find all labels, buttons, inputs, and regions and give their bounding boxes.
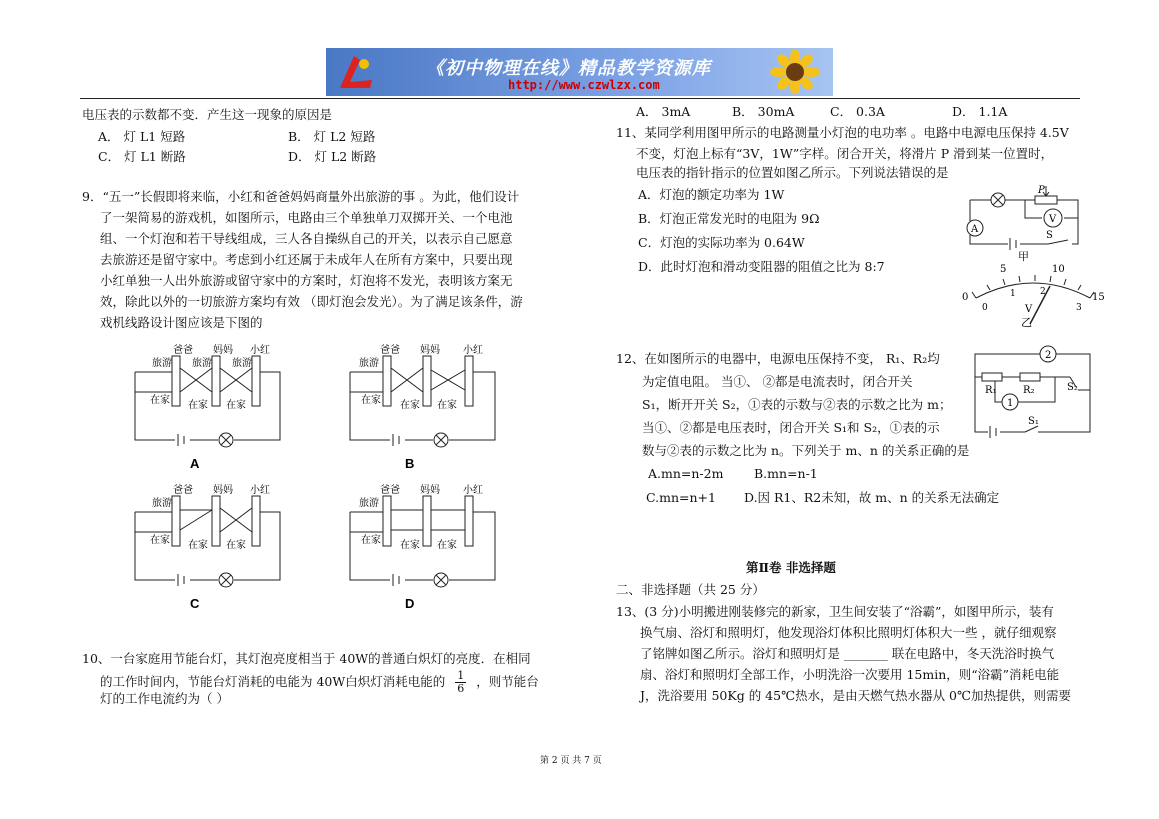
page-footer: 第 2 页 共 7 页	[540, 756, 602, 766]
label-v: V	[1025, 304, 1033, 315]
label-home: 在家	[226, 400, 246, 411]
q12-line: 为定值电阻。 当①、 ②都是电流表时，闭合开关	[642, 374, 913, 389]
header-rule	[80, 98, 1080, 99]
label-s2: S₂	[1067, 382, 1078, 393]
label-dad: 爸爸	[380, 485, 400, 496]
label-travel: 旅游	[232, 358, 252, 369]
q9-line: 小红单独一人出外旅游或留守家中的方案时，灯泡将不发光，表明该方案无	[100, 273, 513, 288]
label-home: 在家	[188, 540, 208, 551]
banner-title: 《初中物理在线》精品教学资源库	[426, 58, 711, 79]
label-r2: R₂	[1023, 385, 1035, 396]
sunflower-icon	[765, 50, 825, 94]
q11-line: 11、某同学利用图甲所示的电路测量小灯泡的电功率 。电路中电源电压保持 4.5V	[616, 125, 1069, 140]
circuit-c	[135, 483, 280, 611]
label-dad: 爸爸	[173, 345, 193, 356]
q9-line: 组、一个灯泡和若干导线组成，三人各自操纵自己的开关，以表示自己愿意	[100, 231, 513, 246]
label-r1: R₁	[985, 385, 997, 396]
label-b: B	[405, 456, 415, 471]
q10-text: 的工作时间内，节能台灯消耗的电能为 40W白炽灯消耗电能的	[100, 674, 446, 689]
label-home: 在家	[400, 540, 420, 551]
tick-bottom-2: 2	[1040, 287, 1046, 297]
q11-line: 不变，灯泡上标有“3V，1W”字样。闭合开关，将滑片 P 滑到某一位置时，	[636, 146, 1054, 161]
q10-line: 灯的工作电流约为（ ）	[100, 691, 229, 706]
label-p: P	[1038, 185, 1045, 196]
q11-figure-jia	[960, 182, 1085, 262]
q10-line: 10、一台家庭用节能台灯，其灯泡亮度相当于 40W的普通白炽灯的亮度．在相同	[82, 651, 531, 666]
q11-figure-yi-voltmeter	[958, 258, 1108, 330]
label-home: 在家	[361, 395, 381, 406]
label-red: 小红	[463, 345, 483, 356]
label-travel: 旅游	[359, 358, 379, 369]
q9-circuit-diagrams	[120, 340, 510, 615]
fraction-denominator: 6	[457, 682, 465, 695]
tick-bottom-3: 3	[1076, 303, 1082, 313]
q12-line: S₁，断开开关 S₂，①表的示数与②表的示数之比为 m；	[642, 397, 952, 412]
q11-line: 电压表的指针指示的位置如图乙所示。下列说法错误的是	[636, 165, 949, 180]
circuit-b	[350, 343, 495, 471]
label-travel: 旅游	[192, 358, 212, 369]
label-mom: 妈妈	[420, 345, 440, 356]
label-home: 在家	[400, 400, 420, 411]
circuit-d	[350, 483, 495, 611]
q13-line: 扇、浴灯和照明灯全部工作，小明洗浴一次要用 15min，则“浴霸”消耗电能	[640, 667, 1060, 682]
q9-text	[82, 188, 523, 332]
fraction-numerator: 1	[457, 669, 465, 682]
label-a: A	[971, 224, 979, 235]
tick-top-10: 10	[1052, 264, 1065, 275]
q10-option-b: B． 30mA	[732, 104, 795, 119]
rheostat-icon	[1035, 196, 1057, 204]
q12-circuit-figure	[960, 342, 1095, 440]
q11-option-d: D．此时灯泡和滑动变阻器的阻值之比为 8:7	[638, 259, 885, 274]
caption-jia: 甲	[1018, 250, 1029, 262]
q9-line: 了一架简易的游戏机，如图所示，电路由三个单独单刀双掷开关、一个电池	[100, 210, 513, 225]
tick-bottom-1: 1	[1010, 289, 1016, 299]
label-home: 在家	[150, 395, 170, 406]
label-s: S	[1046, 230, 1053, 241]
q8-option-d: D． 灯 L2 断路	[288, 149, 377, 164]
q11-option-b: B．灯泡正常发光时的电阻为 9Ω	[638, 211, 820, 226]
q11-option-a: A．灯泡的额定功率为 1W	[638, 187, 785, 202]
q12-option-a: A.mn=n-2m	[648, 466, 724, 481]
q11-option-c: C．灯泡的实际功率为 0.64W	[638, 235, 805, 250]
label-s1: S₁	[1028, 416, 1039, 427]
label-v: V	[1049, 214, 1057, 225]
label-mom: 妈妈	[213, 345, 233, 356]
q10-option-c: C． 0.3A	[830, 104, 885, 119]
label-red: 小红	[250, 345, 270, 356]
label-home: 在家	[437, 540, 457, 551]
label-a: A	[190, 456, 200, 471]
q10-text: ，则节能台	[476, 674, 539, 689]
header-banner	[326, 48, 833, 96]
label-dad: 爸爸	[380, 345, 400, 356]
label-mom: 妈妈	[213, 485, 233, 496]
tick-bottom-0: 0	[982, 303, 988, 313]
q12-option-d: D.因 R1、R2未知，故 m、n 的关系无法确定	[744, 490, 1000, 505]
tick-top-5: 5	[1000, 264, 1007, 275]
label-c: C	[190, 596, 200, 611]
label-home: 在家	[226, 540, 246, 551]
q12-line: 当①、②都是电压表时，闭合开关 S₁和 S₂，①表的示	[642, 420, 940, 435]
tick-top-15: 15	[1092, 292, 1105, 303]
label-travel: 旅游	[152, 358, 172, 369]
label-travel: 旅游	[359, 498, 379, 509]
q8-option-b: B． 灯 L2 短路	[288, 129, 376, 144]
label-dad: 爸爸	[173, 485, 193, 496]
q10-option-d: D． 1.1A	[952, 104, 1008, 119]
q9-line: 效，除此以外的一切旅游方案均有效 （即灯泡会发光）。为了满足该条件，游	[100, 294, 523, 309]
site-logo-icon	[334, 50, 378, 94]
q12-option-b: B.mn=n-1	[754, 466, 818, 481]
q13-line: 换气扇、浴灯和照明灯，他发现浴灯体积比照明灯体积大一些 ，就仔细观察	[640, 625, 1057, 640]
q8-option-a: A． 灯 L1 短路	[98, 129, 186, 144]
q13-line: 了铭牌如图乙所示。浴灯和照明灯是 _______ 联在电路中，冬天洗浴时换气	[640, 646, 1055, 661]
label-meter-2: 2	[1045, 350, 1052, 361]
label-travel: 旅游	[152, 498, 172, 509]
q13-line: J，洗浴要用 50Kg 的 45℃热水，是由天燃气热水器从 0℃加热提供，则需要	[640, 688, 1071, 703]
label-meter-1: 1	[1007, 398, 1014, 409]
banner-url: http://www.czwlzx.com	[508, 78, 660, 92]
part2-title: 第Ⅱ卷 非选择题	[746, 560, 836, 575]
q10-fraction	[455, 670, 466, 695]
q13-line: 13、(3 分)小明搬进刚装修完的新家，卫生间安装了“浴霸”，如图甲所示，装有	[616, 604, 1054, 619]
q12-line: 数与②表的示数之比为 n。下列关于 m、n 的关系正确的是	[642, 443, 970, 458]
label-home: 在家	[361, 535, 381, 546]
q8-tail: 电压表的示数都不变．产生这一现象的原因是	[82, 107, 333, 122]
q8-option-c: C． 灯 L1 断路	[98, 149, 186, 164]
q9-line: 9．“五一”长假即将来临，小红和爸爸妈妈商量外出旅游的事 。为此，他们设计	[82, 189, 520, 204]
q10-option-a: A． 3mA	[636, 104, 691, 119]
label-red: 小红	[250, 485, 270, 496]
part2-subtitle: 二、非选择题（共 25 分）	[616, 582, 765, 597]
label-d: D	[405, 596, 415, 611]
caption-yi: 乙	[1021, 316, 1032, 329]
q12-line: 12、在如图所示的电器中，电源电压保持不变， R₁、R₂均	[616, 351, 940, 366]
label-home: 在家	[188, 400, 208, 411]
label-red: 小红	[463, 485, 483, 496]
q9-line: 去旅游还是留守家中。考虑到小红还属于未成年人在所有方案中，只要出现	[100, 252, 513, 267]
label-home: 在家	[437, 400, 457, 411]
circuit-a	[135, 343, 280, 471]
tick-top-0: 0	[962, 292, 969, 303]
resistor-r2-icon	[1020, 373, 1040, 381]
label-home: 在家	[150, 535, 170, 546]
q12-option-c: C.mn=n+1	[646, 490, 716, 505]
resistor-r1-icon	[982, 373, 1002, 381]
q9-line: 戏机线路设计图应该是下图的	[100, 315, 263, 330]
label-mom: 妈妈	[420, 485, 440, 496]
